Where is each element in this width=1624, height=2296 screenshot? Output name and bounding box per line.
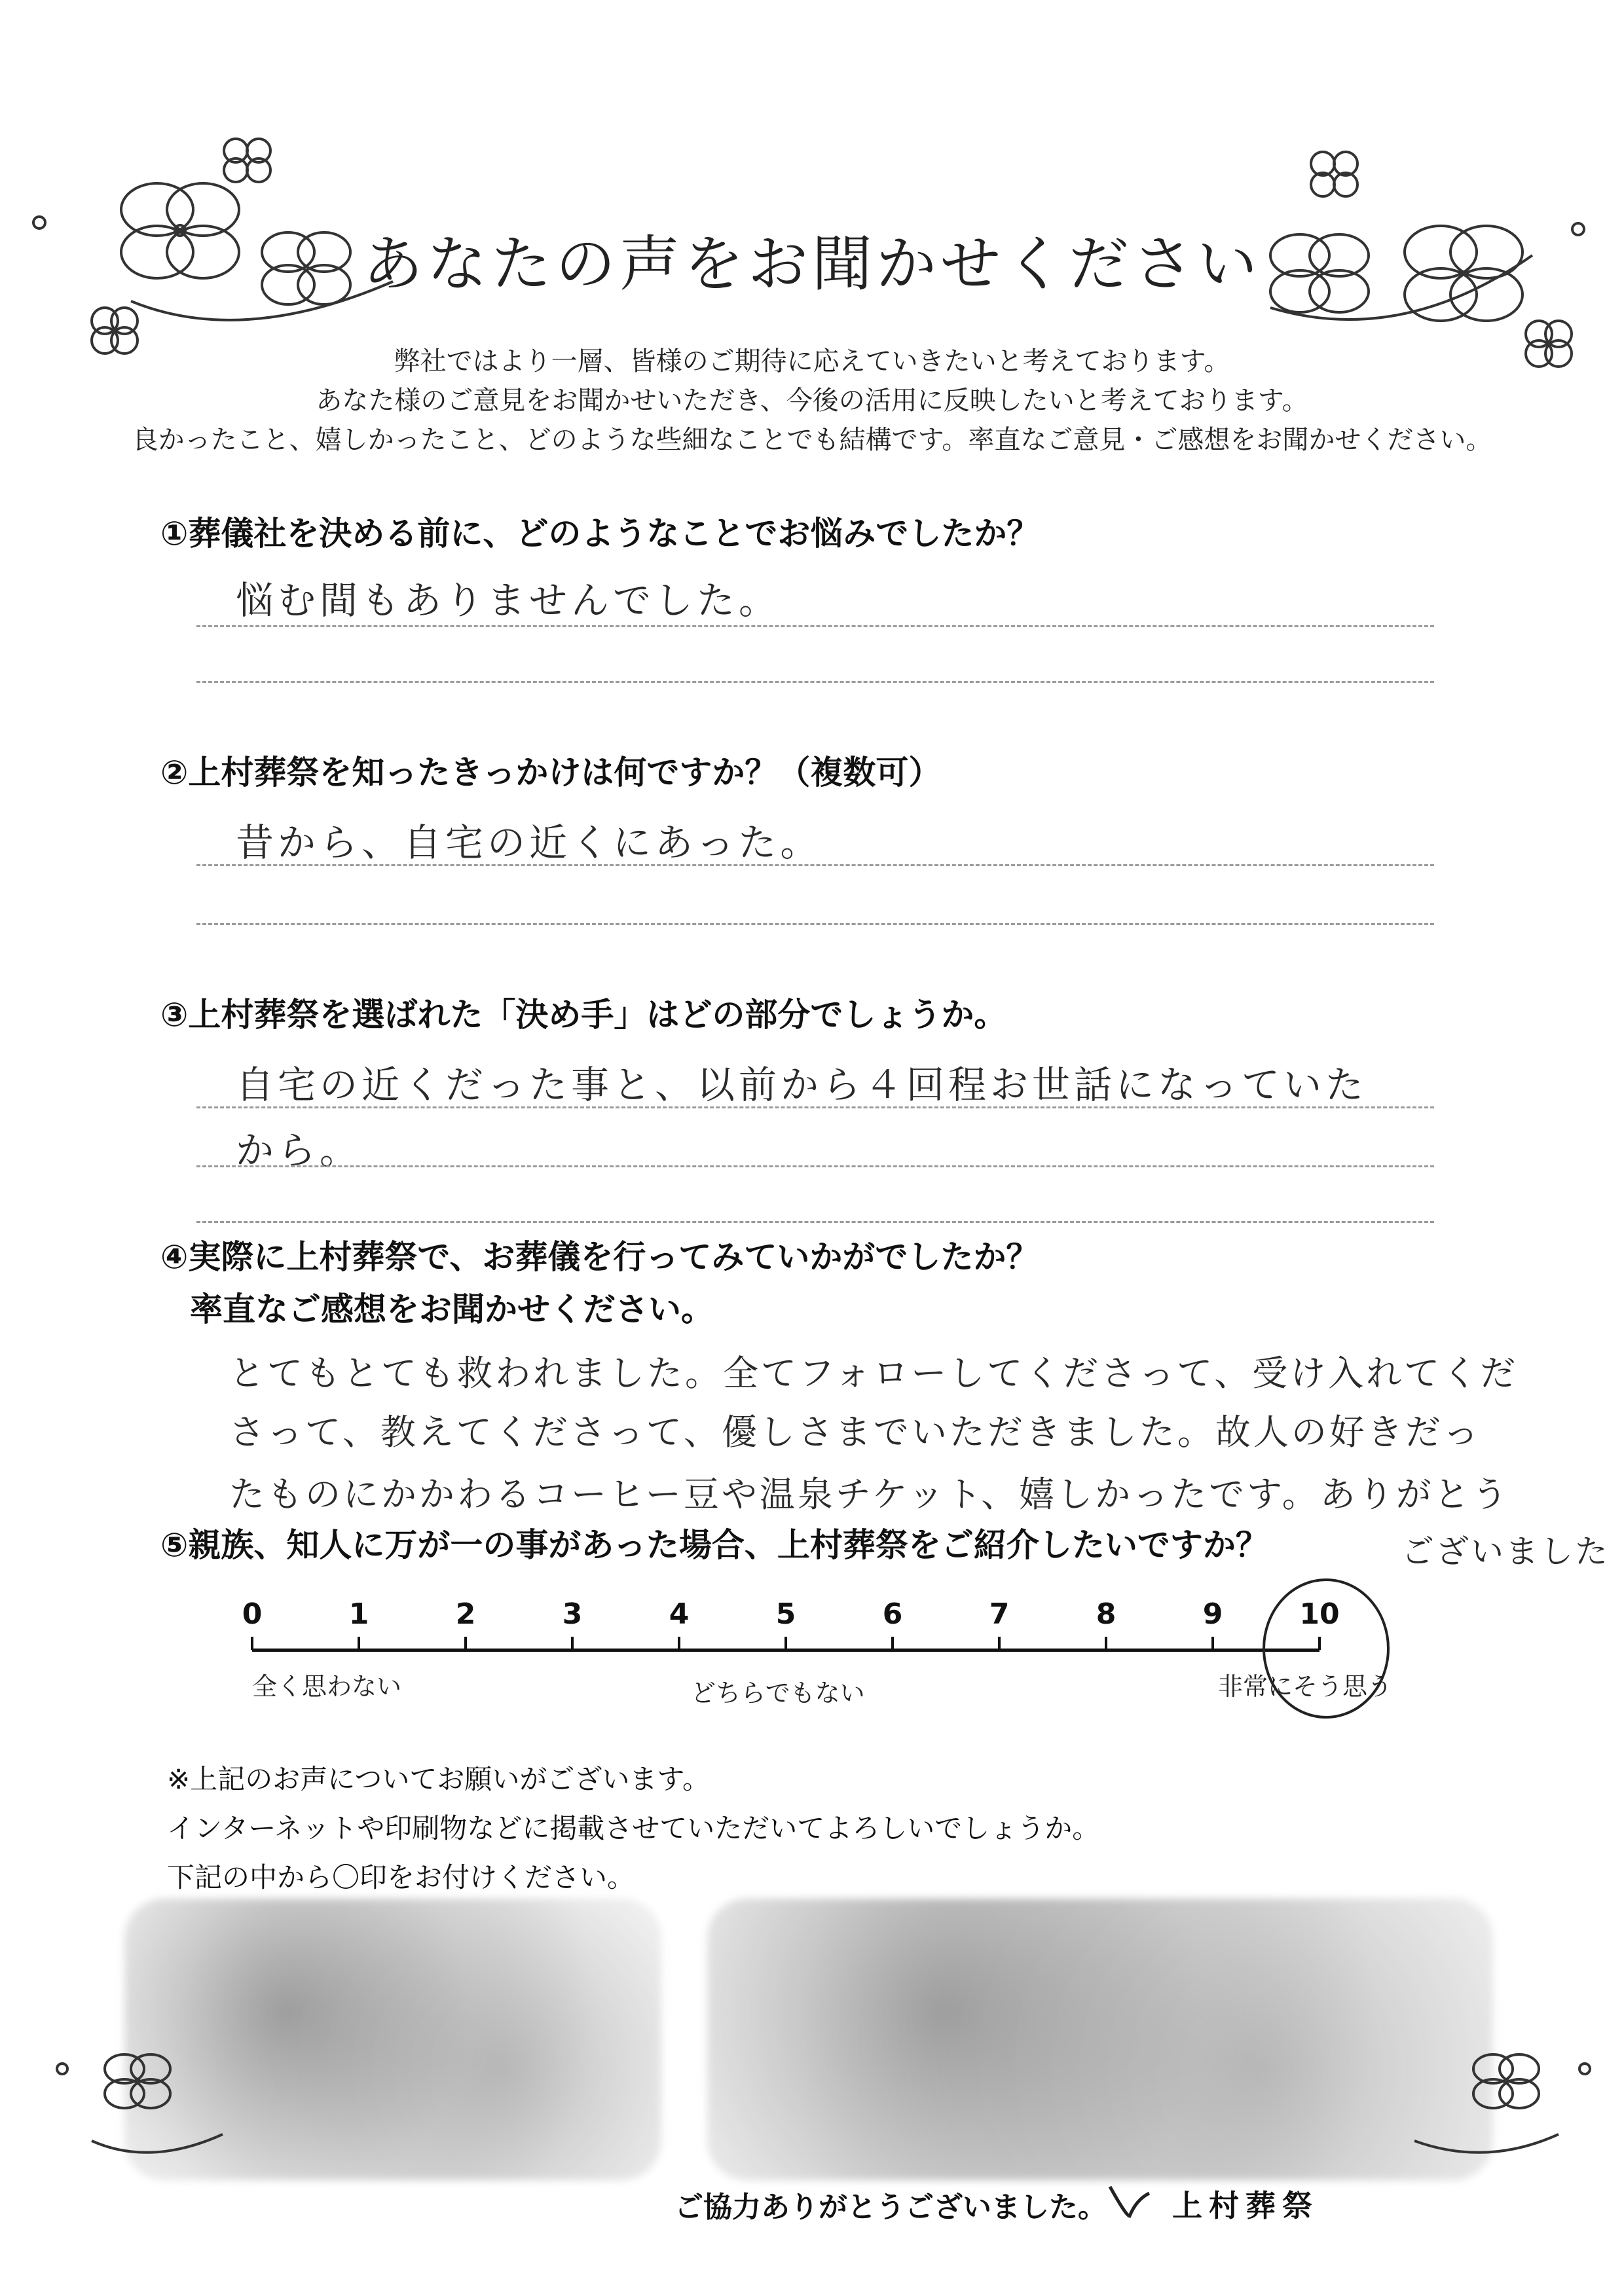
answer-line bbox=[196, 625, 1434, 627]
answer-line bbox=[196, 681, 1434, 683]
question-3-answer-line-2: から。 bbox=[236, 1128, 362, 1173]
redacted-area-right bbox=[707, 1899, 1493, 2180]
scale-right-label: 非常にそう思う bbox=[1218, 1672, 1393, 1701]
intro-line-1: 弊社ではより一層、皆様のご期待に応えていきたいと考えております。 bbox=[394, 346, 1230, 376]
scale-mid-label: どちらでもない bbox=[691, 1679, 865, 1707]
scale-tick-mark bbox=[784, 1637, 787, 1650]
scale-tick-label: 6 bbox=[882, 1597, 903, 1631]
scale-tick-mark bbox=[998, 1637, 1001, 1650]
question-5-label: ⑤親族、知人に万が一の事があった場合、上村葬祭をご紹介したいですか？ bbox=[160, 1526, 1268, 1564]
question-3-answer-line-1: 自宅の近くだった事と、以前から４回程お世話になっていた bbox=[236, 1063, 1368, 1107]
scale-tick-mark bbox=[464, 1637, 467, 1650]
scale-tick-label: 7 bbox=[989, 1597, 1010, 1631]
scale-tick-label: 0 bbox=[242, 1597, 263, 1631]
page-title: あなたの声をお聞かせください bbox=[362, 229, 1261, 299]
scale-tick-label: 10 bbox=[1299, 1597, 1340, 1631]
scale-tick-mark bbox=[251, 1637, 253, 1650]
scale-tick-label: 9 bbox=[1202, 1597, 1223, 1631]
note-line-2: インターネットや印刷物などに掲載させていただいてよろしいでしょうか。 bbox=[167, 1812, 1100, 1844]
leaf-icon bbox=[1107, 2180, 1153, 2219]
question-4-answer-line-1: とてもとても救われました。全てフォローしてくださって、受け入れてくだ bbox=[229, 1353, 1519, 1394]
scale-tick-label: 5 bbox=[775, 1597, 796, 1631]
intro-line-2: あなた様のご意見をお聞かせいただき、今後の活用に反映したいと考えております。 bbox=[316, 386, 1308, 416]
scale-tick-label: 3 bbox=[562, 1597, 583, 1631]
question-4-sublabel: 率直なご感想をお聞かせください。 bbox=[190, 1290, 714, 1328]
scale-tick-label: 2 bbox=[455, 1597, 476, 1631]
scale-tick-mark bbox=[1211, 1637, 1214, 1650]
scale-tick-label: 8 bbox=[1096, 1597, 1116, 1631]
scale-tick-label: 1 bbox=[348, 1597, 369, 1631]
answer-line bbox=[196, 923, 1434, 925]
scale-left-label: 全く思わない bbox=[252, 1672, 402, 1701]
question-4-label: ④実際に上村葬祭で、お葬儀を行ってみていかがでしたか？ bbox=[160, 1238, 1039, 1276]
scale-tick-mark bbox=[1105, 1637, 1107, 1650]
question-1-answer-line-1: 悩む間もありませんでした。 bbox=[236, 578, 781, 623]
clover-decoration-bottom-right bbox=[1388, 2043, 1604, 2187]
question-4-answer-line-4: ございました bbox=[1401, 1533, 1610, 1571]
question-2-label: ②上村葬祭を知ったきっかけは何ですか？（複数可） bbox=[160, 754, 942, 792]
note-line-1: ※上記のお声についてお願いがございます。 bbox=[167, 1763, 710, 1795]
answer-line bbox=[196, 1165, 1434, 1167]
question-1-label: ①葬儀社を決める前に、どのようなことでお悩みでしたか？ bbox=[160, 515, 1040, 553]
clover-decoration-bottom-left bbox=[52, 2043, 249, 2187]
footer-brand: 上村葬祭 bbox=[1172, 2188, 1319, 2223]
question-4-answer-line-2: さって、教えてくださって、優しさまでいただきました。故人の好きだっ bbox=[229, 1412, 1481, 1453]
scale-tick-mark bbox=[358, 1637, 360, 1650]
intro-line-3: 良かったこと、嬉しかったこと、どのような些細なことでも結構です。率直なご意見・ご感想をお聞かせください。 bbox=[132, 425, 1492, 455]
answer-line bbox=[196, 1221, 1434, 1223]
scale-tick-mark bbox=[678, 1637, 680, 1650]
scale-tick-mark bbox=[571, 1637, 574, 1650]
question-3-label: ③上村葬祭を選ばれた「決め手」はどの部分でしょうか。 bbox=[160, 996, 1007, 1034]
footer-thanks: ご協力ありがとうございました。 bbox=[674, 2191, 1107, 2224]
answer-line bbox=[196, 1106, 1434, 1108]
selected-circle bbox=[1251, 1571, 1401, 1728]
question-4-answer-line-3: たものにかかわるコーヒー豆や温泉チケット、嬉しかったです。ありがとう bbox=[229, 1474, 1510, 1515]
scale-tick-mark bbox=[891, 1637, 894, 1650]
note-line-3: 下記の中から〇印をお付けください。 bbox=[167, 1861, 635, 1893]
scale-tick-label: 4 bbox=[669, 1597, 690, 1631]
answer-line bbox=[196, 864, 1434, 866]
question-2-answer-line-1: 昔から、自宅の近くにあった。 bbox=[236, 820, 822, 865]
